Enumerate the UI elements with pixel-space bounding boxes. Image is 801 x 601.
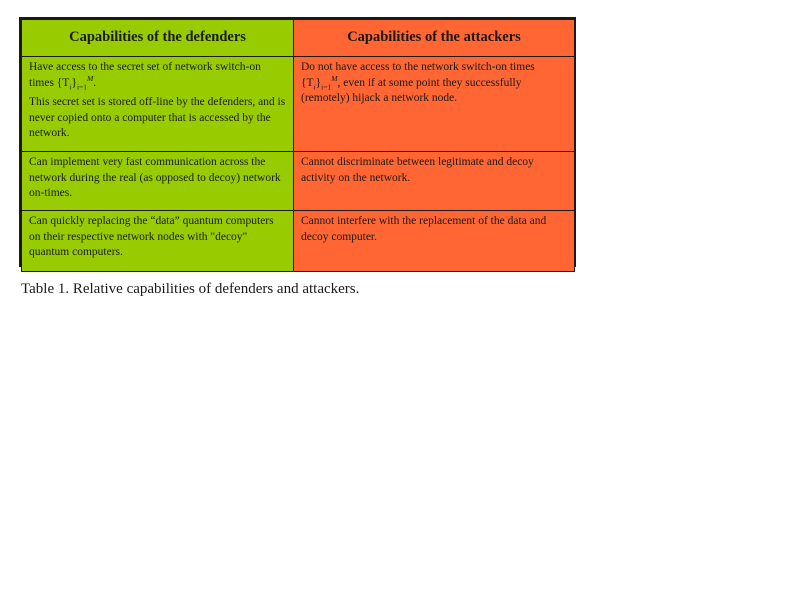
defenders-cell-2: Can implement very fast communication across the network during the real (as opposed to decoy) network on-times. [22, 152, 294, 211]
table-row [22, 57, 575, 152]
defenders-cell-3: Can quickly replacing the “data” quantum computers on their respective network nodes with "decoy" quantum computers. [22, 211, 294, 272]
attackers-cell-1: Do not have access to the network switch-on times $\{T_i\}_{i=1}^M$, even if at some point they successfully (remotely) hijack a network node. [294, 57, 575, 152]
defenders-cell-1-para-2: This secret set is stored off-line by the defenders, and is never copied onto a computer that is accessed by the network. [29, 96, 286, 139]
capabilities-table [19, 17, 576, 267]
table-caption: Table 1. Relative capabilities of defenders and attackers. [21, 281, 360, 297]
defenders-cell-1-para-1: Have access to the secret set of network switch-on times $\{T_i\}_{i=1}^M$. [29, 61, 261, 91]
table-row [22, 211, 575, 272]
attackers-cell-2: Cannot discriminate between legitimate and decoy activity on the network. [294, 152, 575, 211]
defenders-cell-1 [22, 57, 294, 152]
header-defenders: Capabilities of the defenders [22, 20, 294, 57]
table-header-row [22, 20, 575, 57]
capabilities-table-grid [21, 19, 575, 272]
table-row [22, 152, 575, 211]
header-attackers: Capabilities of the attackers [294, 20, 575, 57]
attackers-cell-3: Cannot interfere with the replacement of the data and decoy computer. [294, 211, 575, 272]
